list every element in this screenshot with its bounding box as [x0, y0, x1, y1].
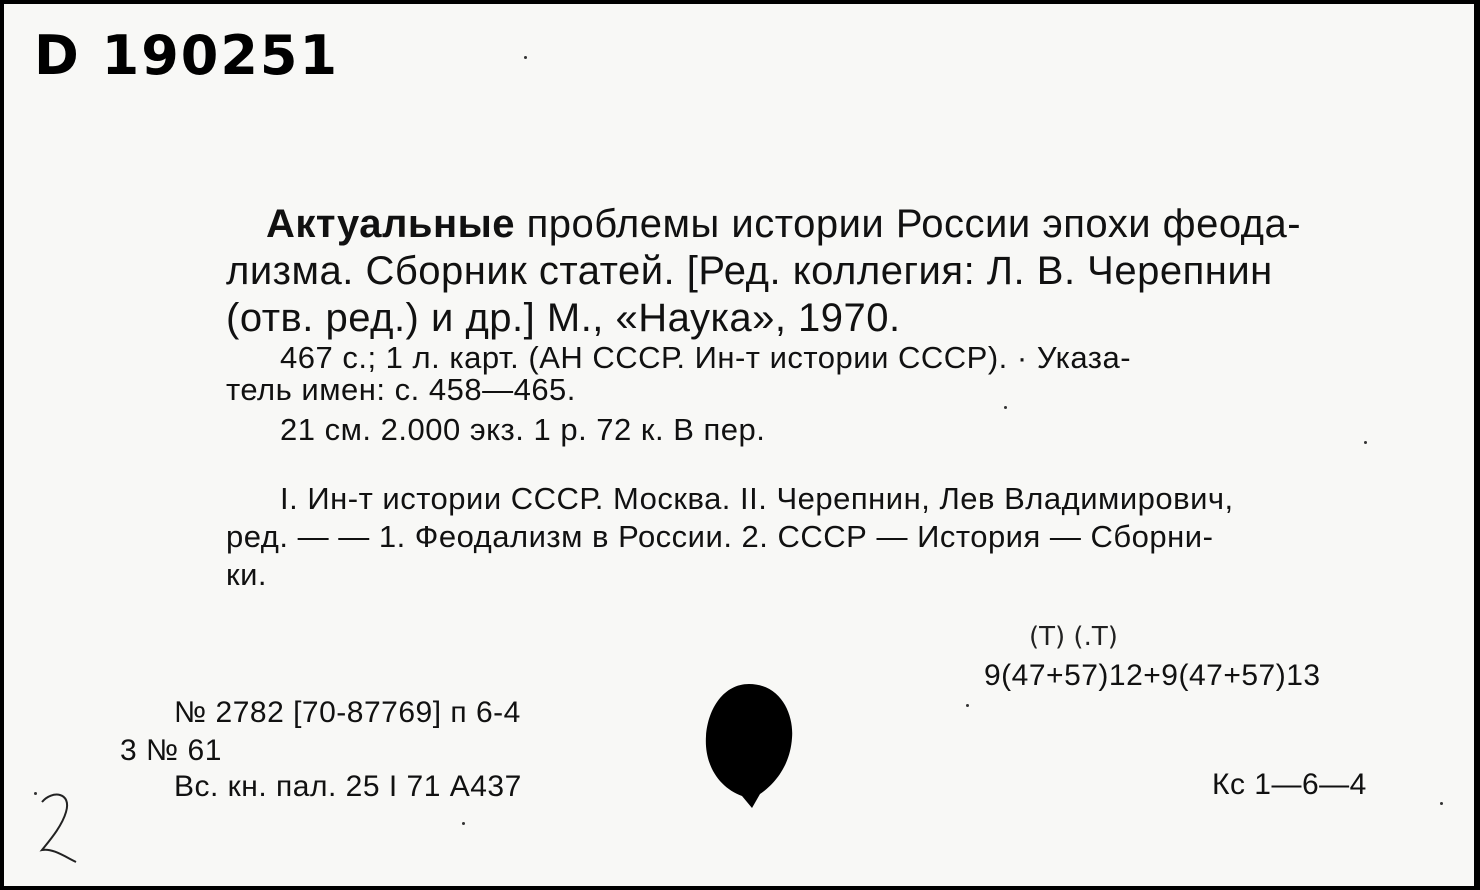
- desc-line-3: 21 см. 2.000 экз. 1 р. 72 к. В пер.: [280, 412, 766, 447]
- title-line-1-rest: проблемы истории России эпохи феода-: [515, 202, 1302, 246]
- order-line-1: № 2782 [70-87769] п 6-4: [174, 696, 521, 729]
- speck: [34, 792, 37, 795]
- order-line-2: 3 № 61: [120, 734, 222, 767]
- speck: [1004, 406, 1007, 409]
- kc-mark: Кс 1—6—4: [1212, 768, 1367, 801]
- title-line-3: (отв. ред.) и др.] М., «Наука», 1970.: [226, 296, 901, 340]
- title-line-1: [266, 202, 1301, 247]
- speck: [1364, 441, 1367, 444]
- order-line-3: Вс. кн. пал. 25 I 71 А437: [174, 770, 522, 803]
- catalog-card: [4, 4, 1478, 886]
- handwritten-mark: [32, 790, 92, 870]
- inventory-mark: D 190251: [34, 24, 340, 87]
- classification-note: (Т) (.Т): [1029, 622, 1118, 652]
- speck: [524, 56, 527, 59]
- subject-line-2: ред. — — 1. Феодализм в России. 2. СССР — История — Сборни-: [226, 519, 1214, 554]
- speck: [462, 822, 465, 825]
- speck: [966, 704, 969, 707]
- desc-line-2: тель имен: с. 458—465.: [226, 372, 576, 407]
- punch-hole: [694, 676, 804, 816]
- speck: [1440, 802, 1443, 805]
- desc-line-1: 467 с.; 1 л. карт. (АН СССР. Ин-т истории СССР). · Указа-: [280, 340, 1132, 375]
- classification-index: 9(47+57)12+9(47+57)13: [984, 659, 1321, 692]
- subject-line-3: ки.: [226, 557, 267, 592]
- title-bold-word: Актуальные: [266, 202, 516, 246]
- subject-line-1: I. Ин-т истории СССР. Москва. II. Черепнин, Лев Владимирович,: [280, 481, 1234, 516]
- title-line-2: лизма. Сборник статей. [Ред. коллегия: Л. В. Черепнин: [226, 249, 1273, 293]
